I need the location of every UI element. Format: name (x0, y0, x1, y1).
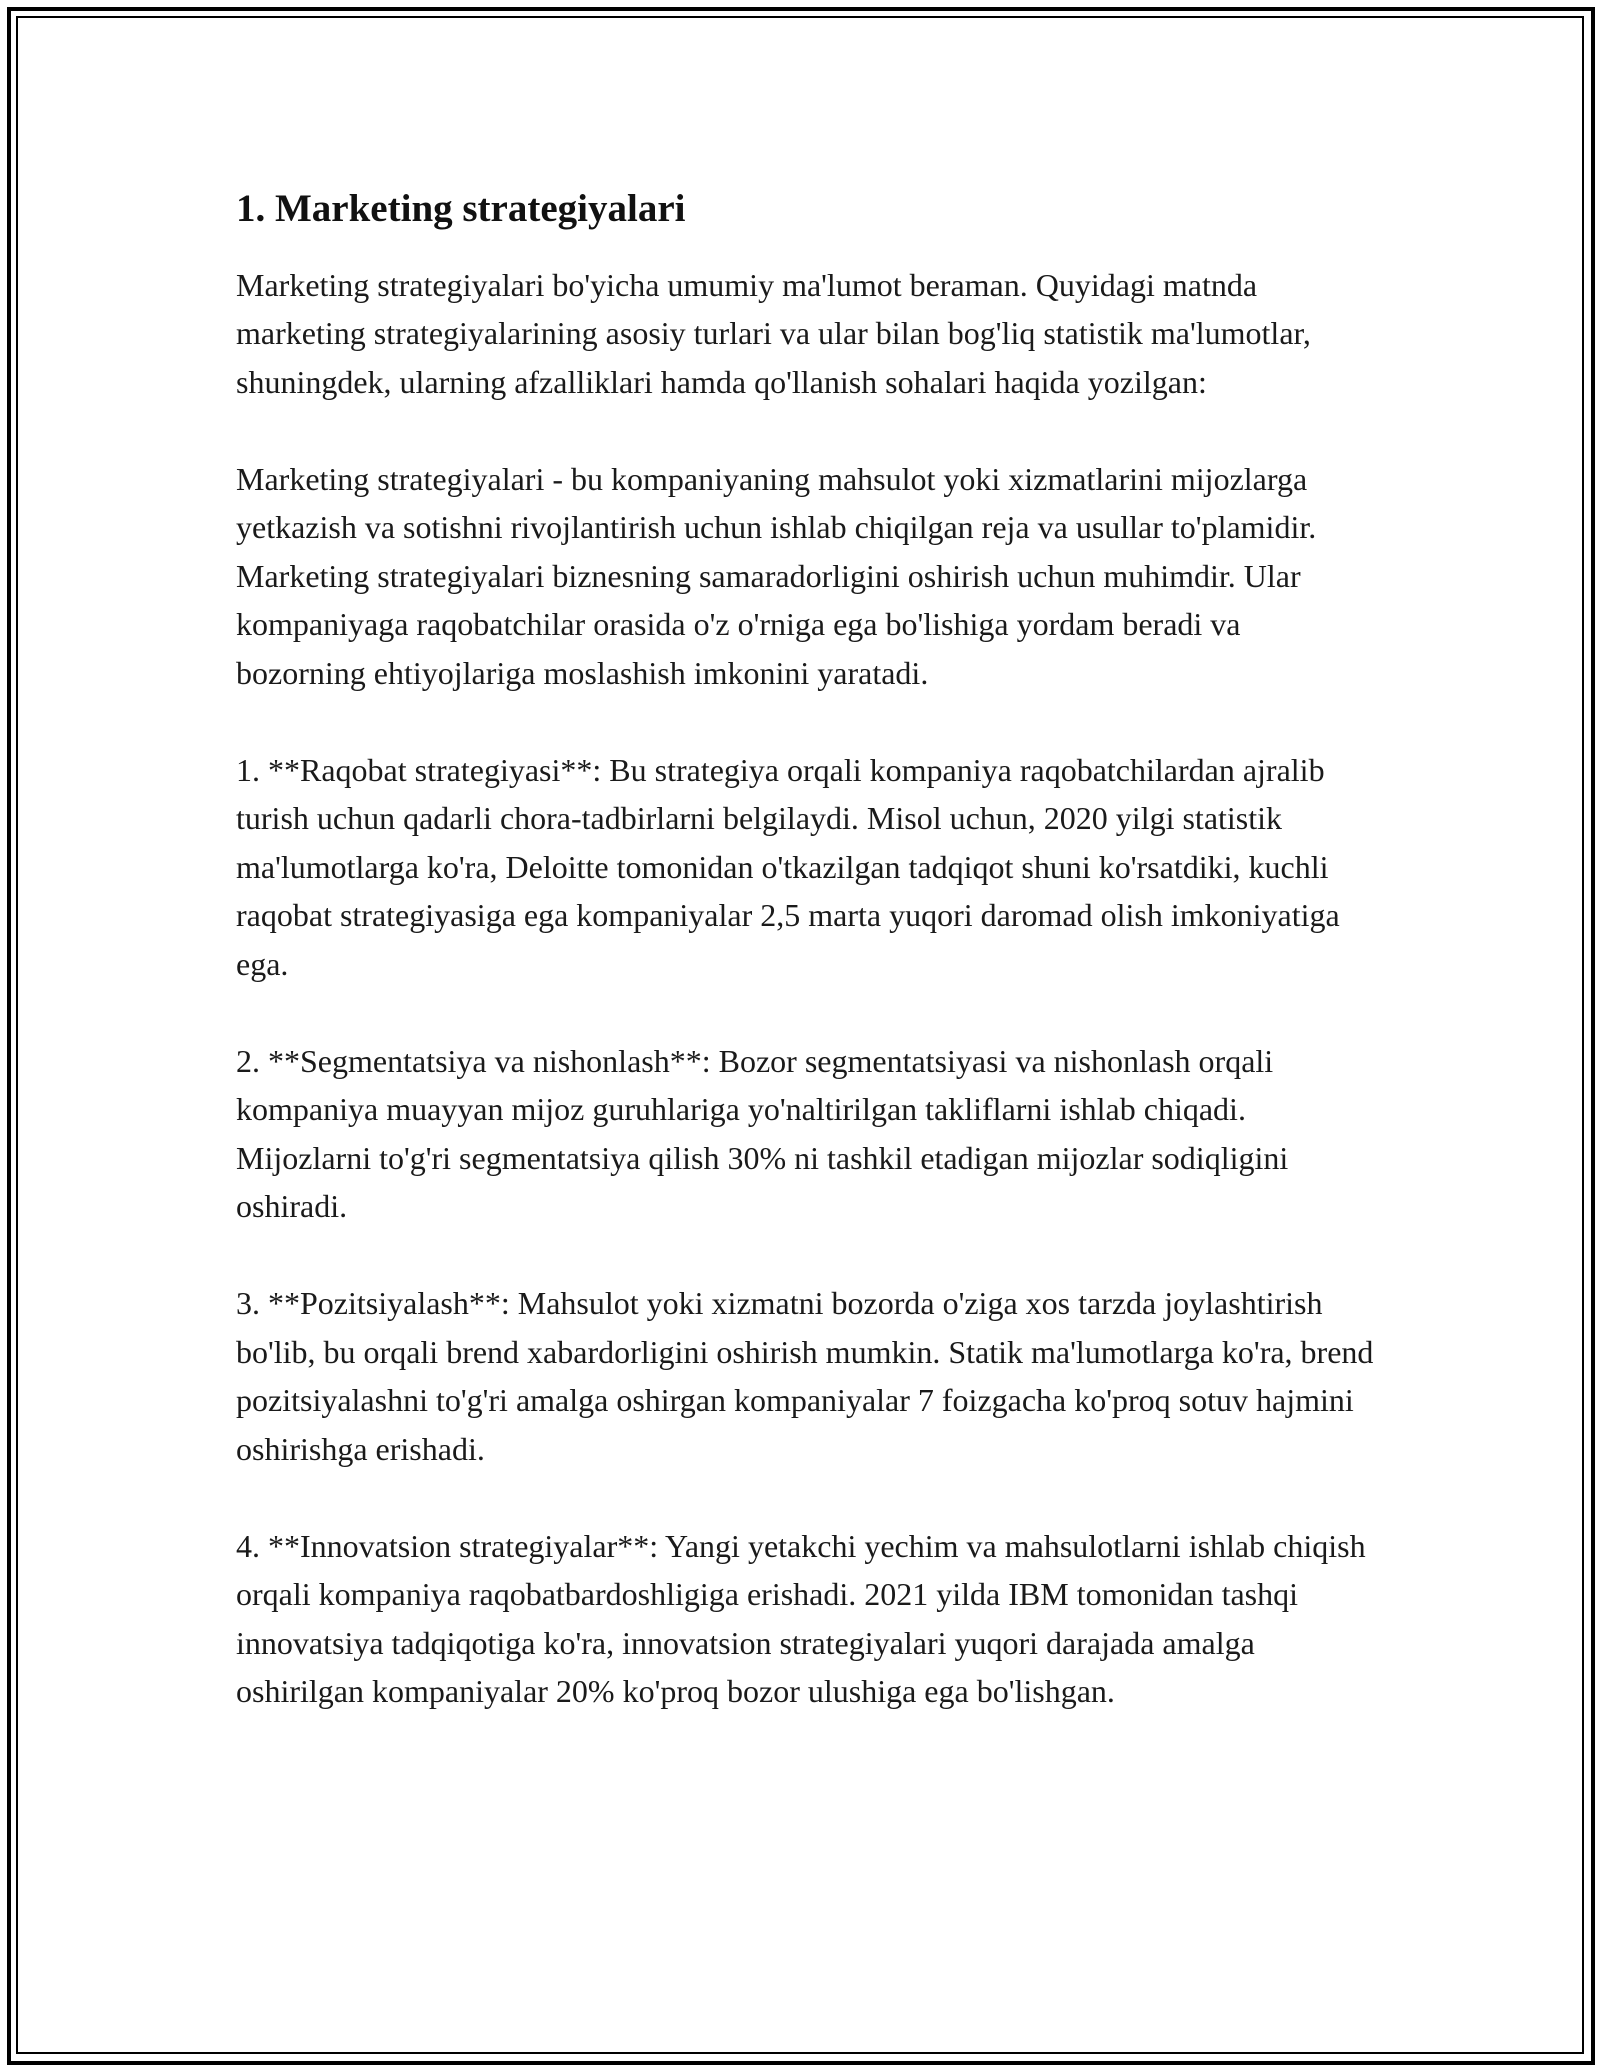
list-item-segmentation: 2. **Segmentatsiya va nishonlash**: Bozor segmentatsiyasi va nishonlash orqali kompaniya muayyan mijoz guruhlariga yo'naltirilgan takliflarni ishlab chiqadi. Mijozlarni to'g'ri segmentatsiya qilish 30% ni tashkil etadigan mijozlar sodiqligini oshiradi. (236, 1042, 1289, 1225)
list-item-positioning: 3. **Pozitsiyalash**: Mahsulot yoki xizmatni bozorda o'ziga xos tarzda joylashtirish bo'lib, bu orqali brend xabardorligini oshirish mumkin. Statik ma'lumotlarga ko'ra, brend pozitsiyalashni to'g'ri amalga oshirgan kompaniyalar 7 foizgacha ko'proq sotuv hajmini oshirishga erishadi. (236, 1285, 1374, 1467)
document-title: 1. Marketing strategiyalari (236, 187, 686, 230)
list-item-competition-strategy: 1. **Raqobat strategiyasi**: Bu strategiya orqali kompaniya raqobatchilardan ajralib turish uchun qadarli chora-tadbirlarni belgilaydi. Misol uchun, 2020 yilgi statistik ma'lumotlarga ko'ra, Deloitte tomonidan o'tkazilgan tadqiqot shuni ko'rsatdiki, kuchli raqobat strategiyasiga ega kompaniyalar 2,5 marta yuqori daromad olish imkoniyatiga ega. (236, 751, 1340, 982)
definition-paragraph: Marketing strategiyalari - bu kompaniyaning mahsulot yoki xizmatlarini mijozlarga yetkazish va sotishni rivojlantirish uchun ishlab chiqilgan reja va usullar to'plamidir. Marketing strategiyalari biznesning samaradorligini oshirish uchun muhimdir. Ular kompaniyaga raqobatchilar orasida o'z o'rniga ega bo'lishiga yordam beradi va bozorning ehtiyojlariga moslashish imkonini yaratadi. (236, 460, 1317, 691)
document-body (236, 186, 1376, 1764)
list-item-innovation: 4. **Innovatsion strategiyalar**: Yangi yetakchi yechim va mahsulotlarni ishlab chiqish orqali kompaniya raqobatbardoshligiga erishadi. 2021 yilda IBM tomonidan tashqi innovatsiya tadqiqotiga ko'ra, innovatsion strategiyalari yuqori darajada amalga oshirilgan kompaniyalar 20% ko'proq bozor ulushiga ega bo'lishgan. (236, 1527, 1366, 1710)
intro-paragraph: Marketing strategiyalari bo'yicha umumiy ma'lumot beraman. Quyidagi matnda marketing strategiyalarining asosiy turlari va ular bilan bog'liq statistik ma'lumotlar, shuningdek, ularning afzalliklari hamda qo'llanish sohalari haqida yozilgan: (236, 266, 1311, 400)
